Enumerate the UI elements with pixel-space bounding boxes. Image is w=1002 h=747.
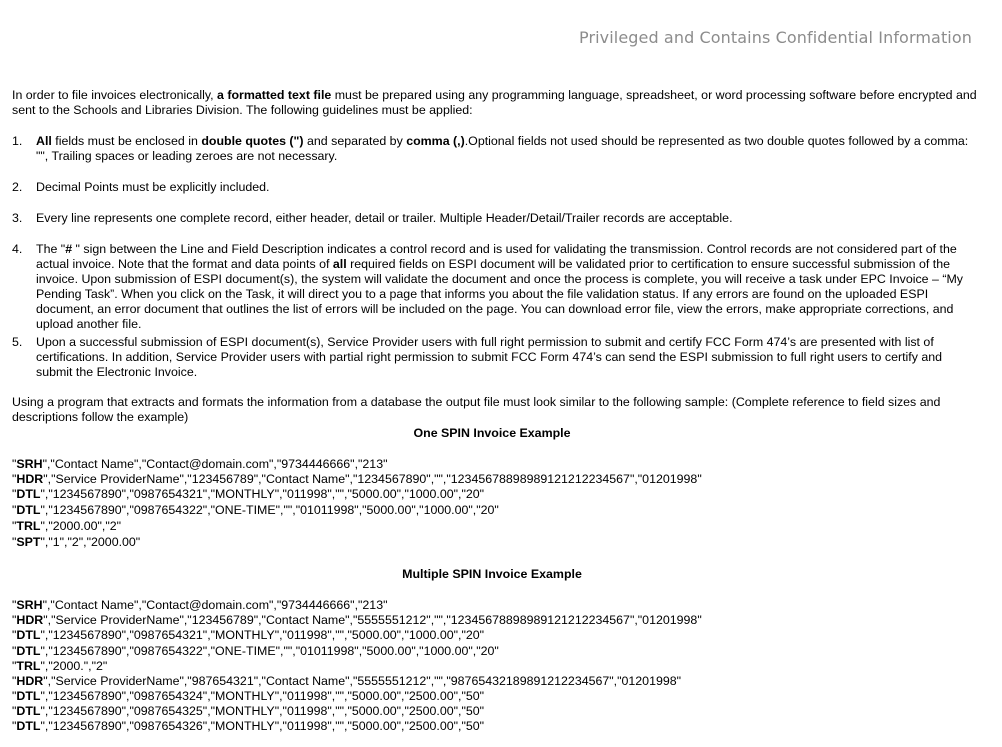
record-code: HDR [16, 674, 44, 688]
record-code: TRL [16, 659, 41, 673]
bold-text: double quotes (") [201, 134, 304, 148]
bold-text: # [65, 242, 73, 256]
code-line [12, 644, 499, 659]
record-fields: ","Contact Name","Contact@domain.com","9734446666","213" [42, 457, 388, 471]
quote: " [12, 472, 17, 486]
quote: " [12, 689, 17, 703]
quote: " [12, 519, 17, 533]
code-line [12, 598, 387, 613]
record-fields: ","1234567890","0987654326","MONTHLY","011998","","5000.00","2500.00","50" [40, 719, 485, 733]
quote: " [12, 598, 17, 612]
record-fields: ","Service ProviderName","987654321","Contact Name","5555551212","","98765432189891212234567","01201998" [43, 674, 682, 688]
code-line [12, 457, 387, 472]
record-fields: ","Service ProviderName","123456789","Contact Name","1234567890","","12345678898989121212234567","01201998" [43, 472, 702, 486]
record-code: DTL [16, 644, 41, 658]
record-fields: ","1234567890","0987654321","MONTHLY","011998","","5000.00","1000.00","20" [40, 628, 485, 642]
bold-text: comma (,) [406, 134, 465, 148]
code-line [12, 487, 484, 502]
record-code: DTL [16, 704, 41, 718]
text: " sign between the Line and Field Description indicates a control record and is used for validating the transmission. Control records are not considered part of the actual invoice. Note that the format and data points of [36, 242, 957, 271]
code-line [12, 628, 484, 643]
record-code: DTL [16, 628, 41, 642]
text: and separated by [303, 134, 407, 148]
record-fields: ","1","2","2000.00" [40, 535, 141, 549]
intro-text-1: In order to file invoices electronically, [12, 88, 217, 102]
record-fields: ","Service ProviderName","123456789","Contact Name","5555551212","","12345678898989121212234567","01201998" [43, 613, 702, 627]
quote: " [12, 487, 17, 501]
confidential-header: Privileged and Contains Confidential Information [578, 28, 972, 47]
code-line [12, 704, 484, 719]
code-line [12, 689, 484, 704]
multi-spin-title: Multiple SPIN Invoice Example [402, 567, 582, 581]
code-line [12, 472, 702, 487]
record-code: SPT [16, 535, 41, 549]
bold-text: All [36, 134, 52, 148]
record-code: SRH [16, 598, 43, 612]
code-line [12, 659, 107, 674]
quote: " [12, 704, 17, 718]
record-fields: ","Contact Name","Contact@domain.com","9734446666","213" [42, 598, 388, 612]
text: required fields on ESPI document will be validated prior to certification to ensure successful submission of the invoice. Upon submission of ESPI document(s), the system will validate the document and once the process is complete, you will receive a task under EPC Invoice – “My Pending Task”. When you click on the Task, it will direct you to a page that informs you about the file validation status. If any errors are found on the uploaded ESPI document, an error document that outlines the list of errors will be included on the page. You can download error file, view the errors, make appropriate corrections, and upload another file. [36, 257, 963, 331]
record-code: SRH [16, 457, 43, 471]
record-fields: ","1234567890","0987654322","ONE-TIME","","01011998","5000.00","1000.00","20" [40, 644, 499, 658]
record-fields: ","1234567890","0987654325","MONTHLY","011998","","5000.00","2500.00","50" [40, 704, 485, 718]
intro-paragraph [12, 88, 977, 118]
guideline-number: 2. [12, 180, 23, 194]
guideline-text: Upon a successful submission of ESPI document(s), Service Provider users with full right permission to submit and certify FCC Form 474’s are presented with list of certifications. In addition, Service Provider users with partial right permission to submit FCC Form 474’s can send the ESPI submission to full right users to certify and submit the Electronic Invoice. [36, 335, 943, 379]
text: fields must be enclosed in [51, 134, 202, 148]
quote: " [12, 659, 17, 673]
record-code: DTL [16, 689, 41, 703]
quote: " [12, 674, 17, 688]
text: The " [36, 242, 66, 256]
bold-text: all [332, 257, 347, 271]
guideline-number: 5. [12, 335, 23, 349]
quote: " [12, 503, 17, 517]
quote: " [12, 535, 17, 549]
record-code: TRL [16, 519, 41, 533]
intro-text-2: must be prepared using any programming language, spreadsheet, or word processing software before encrypted and sent to the Schools and Libraries Division. The following guidelines must be applied: [12, 88, 977, 117]
record-fields: ","1234567890","0987654324","MONTHLY","011998","","5000.00","2500.00","50" [40, 689, 485, 703]
sample-intro-paragraph: Using a program that extracts and formats the information from a database the output file must look similar to the following sample: (Complete reference to field sizes and descriptions follow the example) [12, 395, 941, 424]
record-code: HDR [16, 472, 44, 486]
code-line [12, 719, 484, 734]
text: .Optional fields not used should be represented as two double quotes followed by a comma: "", Trailing spaces or leading zeroes are not necessary. [36, 134, 969, 163]
quote: " [12, 613, 17, 627]
record-code: DTL [16, 719, 41, 733]
quote: " [12, 628, 17, 642]
code-line [12, 503, 499, 518]
record-fields: ","1234567890","0987654322","ONE-TIME","","01011998","5000.00","1000.00","20" [40, 503, 499, 517]
intro-bold: a formatted text file [217, 88, 332, 102]
one-spin-title: One SPIN Invoice Example [413, 426, 571, 440]
record-code: HDR [16, 613, 44, 627]
guideline-text [36, 242, 977, 332]
guideline-text [36, 134, 977, 164]
code-line [12, 519, 121, 534]
guideline-number: 1. [12, 134, 23, 148]
guideline-text: Decimal Points must be explicitly included. [36, 180, 270, 194]
record-fields: ","2000.00","2" [40, 519, 122, 533]
record-code: DTL [16, 487, 41, 501]
record-fields: ","1234567890","0987654321","MONTHLY","011998","","5000.00","1000.00","20" [40, 487, 485, 501]
quote: " [12, 719, 17, 733]
code-line [12, 674, 681, 689]
record-code: DTL [16, 503, 41, 517]
quote: " [12, 457, 17, 471]
code-line [12, 535, 140, 550]
guideline-number: 3. [12, 211, 23, 225]
quote: " [12, 644, 17, 658]
code-line [12, 613, 702, 628]
record-fields: ","2000.","2" [40, 659, 108, 673]
guideline-number: 4. [12, 242, 23, 256]
guideline-text: Every line represents one complete record, either header, detail or trailer. Multiple Header/Detail/Trailer records are acceptable. [36, 211, 733, 225]
